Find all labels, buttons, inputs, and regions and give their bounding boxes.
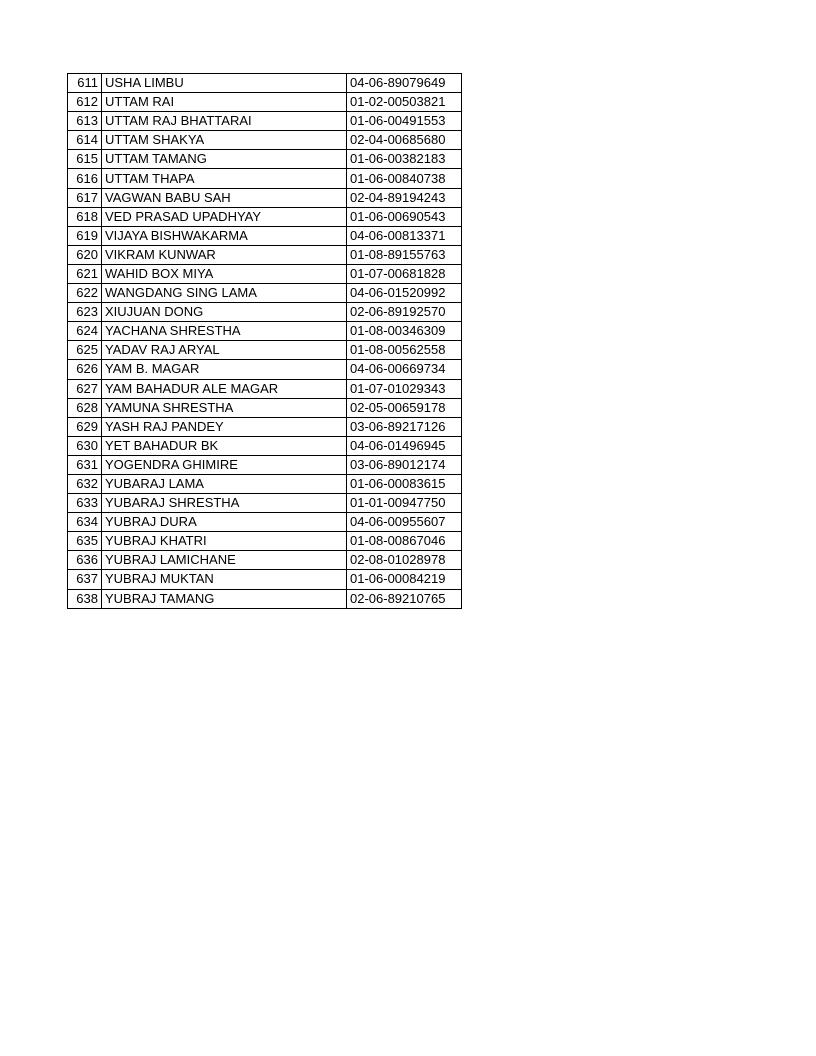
id-code-cell: 01-06-00491553 (347, 112, 462, 131)
id-code-cell: 02-08-01028978 (347, 551, 462, 570)
table-row (68, 264, 462, 283)
name-cell: YASH RAJ PANDEY (102, 417, 347, 436)
row-number-cell: 613 (68, 112, 102, 131)
row-number-cell: 622 (68, 284, 102, 303)
name-cell: UTTAM RAJ BHATTARAI (102, 112, 347, 131)
id-code-cell: 03-06-89012174 (347, 455, 462, 474)
row-number-cell: 626 (68, 360, 102, 379)
name-cell: XIUJUAN DONG (102, 303, 347, 322)
table-row (68, 532, 462, 551)
row-number-cell: 618 (68, 207, 102, 226)
name-cell: UTTAM RAI (102, 93, 347, 112)
name-cell: YAM BAHADUR ALE MAGAR (102, 379, 347, 398)
table-row (68, 150, 462, 169)
row-number-cell: 623 (68, 303, 102, 322)
id-code-cell: 03-06-89217126 (347, 417, 462, 436)
table-row (68, 455, 462, 474)
name-cell: UTTAM TAMANG (102, 150, 347, 169)
name-cell: YUBRAJ MUKTAN (102, 570, 347, 589)
name-cell: UTTAM SHAKYA (102, 131, 347, 150)
table-row (68, 379, 462, 398)
id-code-cell: 01-07-01029343 (347, 379, 462, 398)
table-row (68, 494, 462, 513)
id-code-cell: 01-06-00083615 (347, 474, 462, 493)
row-number-cell: 638 (68, 589, 102, 608)
row-number-cell: 625 (68, 341, 102, 360)
table-row (68, 551, 462, 570)
table-row (68, 360, 462, 379)
id-code-cell: 04-06-89079649 (347, 74, 462, 93)
table-row (68, 417, 462, 436)
id-code-cell: 04-06-01520992 (347, 284, 462, 303)
table-row (68, 74, 462, 93)
table-row (68, 284, 462, 303)
id-code-cell: 04-06-00955607 (347, 513, 462, 532)
id-code-cell: 01-08-00346309 (347, 322, 462, 341)
row-number-cell: 633 (68, 494, 102, 513)
id-code-cell: 01-08-00867046 (347, 532, 462, 551)
id-code-cell: 02-05-00659178 (347, 398, 462, 417)
id-code-cell: 01-02-00503821 (347, 93, 462, 112)
table-row (68, 169, 462, 188)
row-number-cell: 630 (68, 436, 102, 455)
row-number-cell: 619 (68, 226, 102, 245)
table-row (68, 513, 462, 532)
name-cell: WAHID BOX MIYA (102, 264, 347, 283)
table-row (68, 207, 462, 226)
table-row (68, 474, 462, 493)
id-code-cell: 02-04-00685680 (347, 131, 462, 150)
table-row (68, 93, 462, 112)
id-code-cell: 01-06-00382183 (347, 150, 462, 169)
row-number-cell: 617 (68, 188, 102, 207)
id-code-cell: 01-01-00947750 (347, 494, 462, 513)
name-cell: VED PRASAD UPADHYAY (102, 207, 347, 226)
name-cell: YACHANA SHRESTHA (102, 322, 347, 341)
table-row (68, 245, 462, 264)
id-code-cell: 02-06-89210765 (347, 589, 462, 608)
id-code-cell: 04-06-01496945 (347, 436, 462, 455)
row-number-cell: 621 (68, 264, 102, 283)
name-cell: YAMUNA SHRESTHA (102, 398, 347, 417)
name-cell: VAGWAN BABU SAH (102, 188, 347, 207)
name-cell: YUBRAJ LAMICHANE (102, 551, 347, 570)
id-code-cell: 04-06-00669734 (347, 360, 462, 379)
row-number-cell: 629 (68, 417, 102, 436)
table-row (68, 226, 462, 245)
id-code-cell: 01-07-00681828 (347, 264, 462, 283)
data-table (67, 73, 462, 609)
row-number-cell: 615 (68, 150, 102, 169)
name-cell: YOGENDRA GHIMIRE (102, 455, 347, 474)
table-row (68, 341, 462, 360)
name-cell: UTTAM THAPA (102, 169, 347, 188)
id-code-cell: 02-06-89192570 (347, 303, 462, 322)
table-row (68, 303, 462, 322)
name-cell: YUBARAJ LAMA (102, 474, 347, 493)
table-body (68, 74, 462, 609)
table-row (68, 322, 462, 341)
row-number-cell: 628 (68, 398, 102, 417)
id-code-cell: 02-04-89194243 (347, 188, 462, 207)
row-number-cell: 624 (68, 322, 102, 341)
table-row (68, 570, 462, 589)
row-number-cell: 612 (68, 93, 102, 112)
name-cell: YADAV RAJ ARYAL (102, 341, 347, 360)
row-number-cell: 620 (68, 245, 102, 264)
name-cell: WANGDANG SING LAMA (102, 284, 347, 303)
table-row (68, 589, 462, 608)
row-number-cell: 634 (68, 513, 102, 532)
id-code-cell: 01-08-89155763 (347, 245, 462, 264)
row-number-cell: 637 (68, 570, 102, 589)
row-number-cell: 627 (68, 379, 102, 398)
row-number-cell: 611 (68, 74, 102, 93)
name-cell: YUBRAJ DURA (102, 513, 347, 532)
id-code-cell: 01-06-00690543 (347, 207, 462, 226)
table-row (68, 436, 462, 455)
row-number-cell: 632 (68, 474, 102, 493)
row-number-cell: 614 (68, 131, 102, 150)
name-cell: YUBRAJ TAMANG (102, 589, 347, 608)
id-code-cell: 01-06-00840738 (347, 169, 462, 188)
name-cell: YET BAHADUR BK (102, 436, 347, 455)
id-code-cell: 01-08-00562558 (347, 341, 462, 360)
row-number-cell: 616 (68, 169, 102, 188)
name-cell: YUBRAJ KHATRI (102, 532, 347, 551)
row-number-cell: 631 (68, 455, 102, 474)
table-row (68, 398, 462, 417)
row-number-cell: 635 (68, 532, 102, 551)
row-number-cell: 636 (68, 551, 102, 570)
table-row (68, 131, 462, 150)
table-row (68, 112, 462, 131)
name-cell: YAM B. MAGAR (102, 360, 347, 379)
name-cell: YUBARAJ SHRESTHA (102, 494, 347, 513)
name-cell: VIJAYA BISHWAKARMA (102, 226, 347, 245)
id-code-cell: 01-06-00084219 (347, 570, 462, 589)
id-code-cell: 04-06-00813371 (347, 226, 462, 245)
name-cell: USHA LIMBU (102, 74, 347, 93)
table-row (68, 188, 462, 207)
name-cell: VIKRAM KUNWAR (102, 245, 347, 264)
